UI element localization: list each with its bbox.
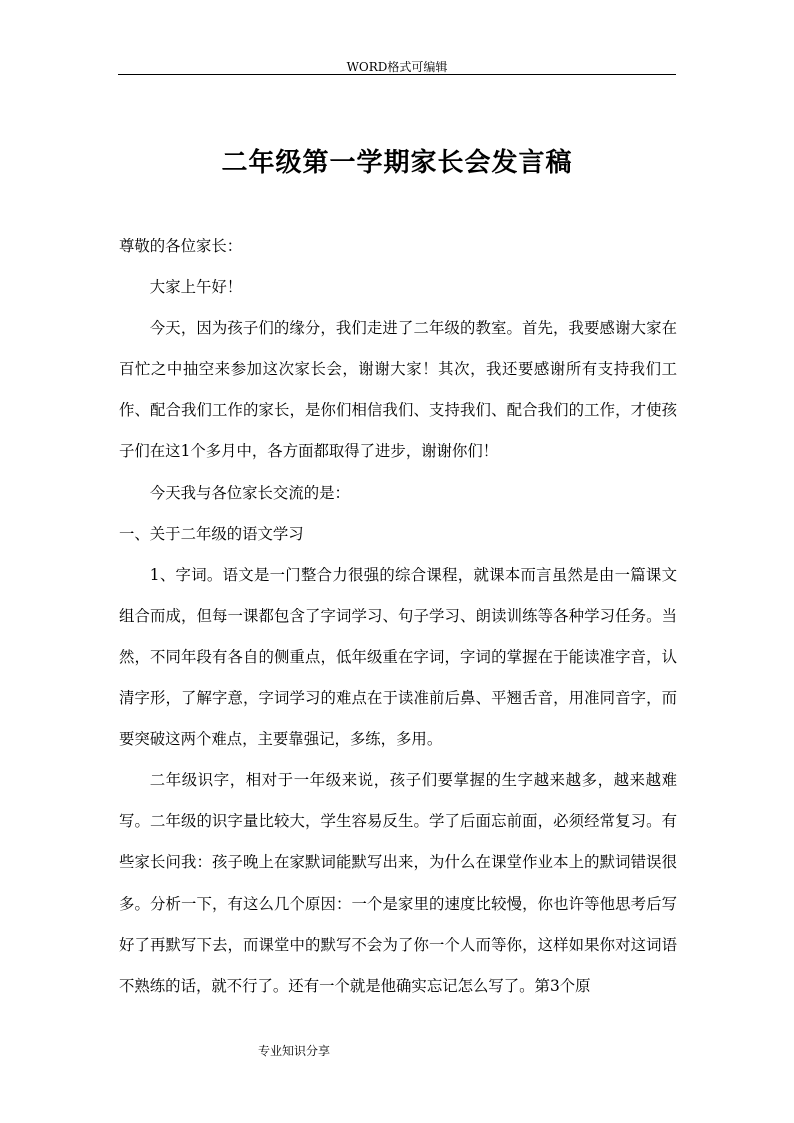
salutation: 尊敬的各位家长：: [119, 237, 243, 255]
greeting: 大家上午好！: [149, 278, 243, 297]
paragraph-thanks: 今天，因为孩子们的缘分，我们走进了二年级的教室。首先，我要感谢大家在百忙之中抽空来参加这次家长会，谢谢大家！其次，我还要感谢所有支持我们工作、配合我们工作的家长，是你们相信我们、支持我们、配合我们的工作，才使孩子们在这1个多月中，各方面都取得了进步，谢谢你们！: [119, 319, 677, 461]
header-divider: [118, 74, 676, 75]
paragraph-words: 1、字词。语文是一门整合力很强的综合课程，就课本而言虽然是由一篇课文组合而成，但每一课都包含了字词学习、句子学习、朗读训练等各种学习任务。当然，不同年段有各自的侧重点，低年级重在字词，字词的掌握在于能读准字音，认清字形，了解字意，字词学习的难点在于读准前后鼻、平翘舌音，用准同音字，而要突破这两个难点，主要靠强记，多练，多用。: [119, 565, 677, 749]
paragraph-intro: 今天我与各位家长交流的是：: [149, 483, 350, 502]
paragraph-literacy: 二年级识字，相对于一年级来说，孩子们要掌握的生字越来越多，越来越难写。二年级的识字量比较大，学生容易反生。学了后面忘前面，必须经常复习。有些家长问我：孩子晚上在家默词能默写出来，为什么在课堂作业本上的默词错误很多。分析一下，有这么几个原因：一个是家里的速度比较慢，你也许等他思考后写好了再默写下去，而课堂中的默写不会为了你一个人而等你，这样如果你对这词语不熟练的话，就不行了。还有一个就是他确实忘记怎么写了。第3个原: [119, 771, 677, 995]
page-header: WORD格式可编辑: [346, 60, 448, 74]
section-heading: 一、关于二年级的语文学习: [119, 524, 304, 543]
page-footer: 专业知识分享: [258, 1044, 331, 1058]
document-body: [119, 226, 677, 1007]
document-title: 二年级第一学期家长会发言稿: [221, 148, 573, 178]
